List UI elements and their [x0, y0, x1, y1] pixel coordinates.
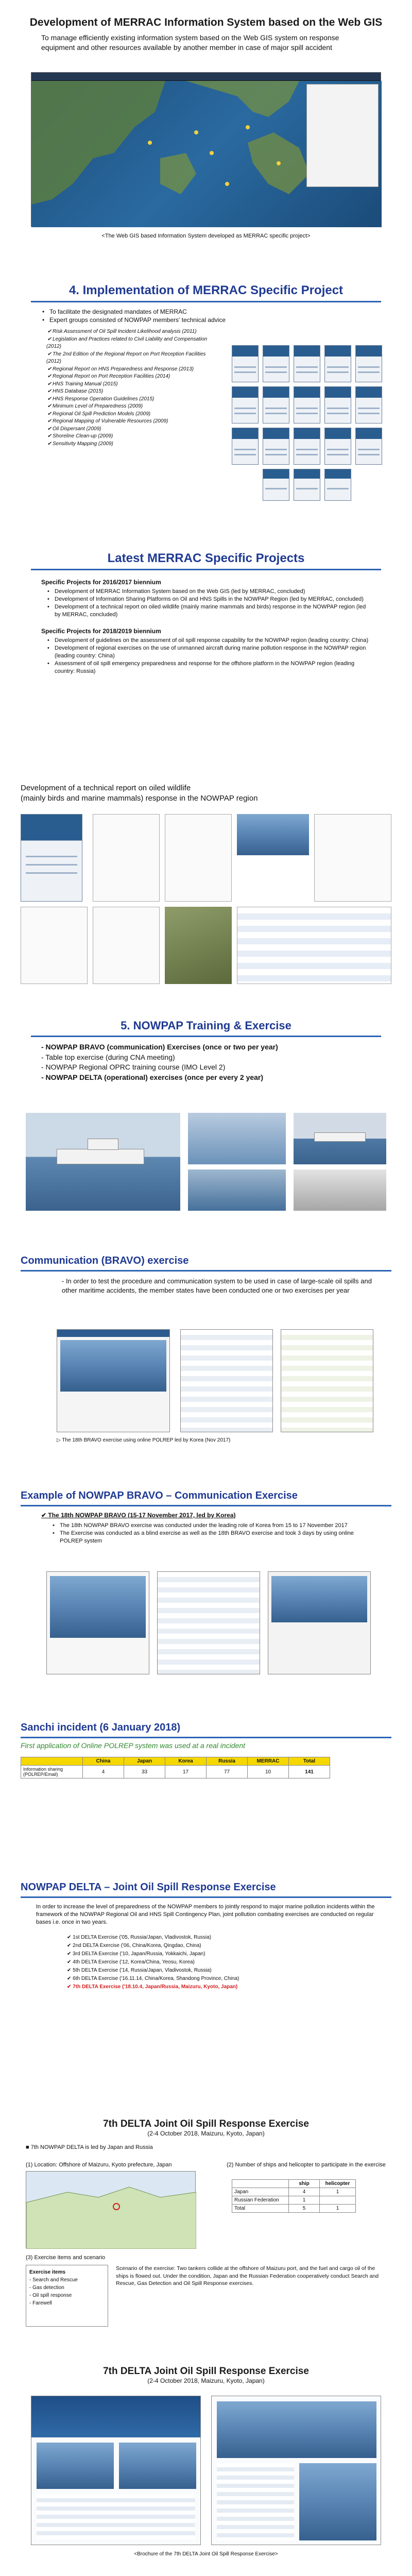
figure-caption: <The Web GIS based Information System developed as MERRAC specific project>	[101, 233, 311, 239]
table-row	[232, 2196, 356, 2205]
list-item: - Table top exercise (during CNA meeting)	[41, 1053, 175, 1061]
table-cell: 1	[320, 2188, 356, 2196]
check-icon: ✔	[47, 388, 52, 395]
table-header-cell: Russia	[207, 1757, 248, 1766]
report-cover	[294, 345, 320, 382]
project-checklist	[46, 328, 221, 448]
check-icon: ✔	[47, 411, 52, 417]
list-item: ✔ HNS Response Operation Guidelines (2015)	[46, 396, 221, 403]
table-cell: 17	[165, 1766, 207, 1778]
list-item: ✔ The 2nd Edition of the Regional Report on Port Reception Facilities (2012)	[46, 351, 206, 365]
list-item: - Farewell	[29, 2300, 52, 2306]
check-icon: ✔	[47, 366, 52, 372]
check-icon: ✔	[47, 433, 52, 439]
check-icon: ✔	[47, 336, 52, 342]
table-header-row	[232, 2180, 356, 2188]
table-header-row	[21, 1757, 330, 1766]
location-map	[26, 2171, 196, 2248]
polrep-screenshot	[180, 1329, 273, 1432]
list-item: - NOWPAP DELTA (operational) exercises (once per every 2 year)	[41, 1073, 264, 1081]
list-item: ✔ 3rd DELTA Exercise ('10, Japan/Russia, Yokkaichi, Japan)	[67, 1951, 205, 1957]
check-icon: ✔	[47, 396, 52, 402]
title-divider	[31, 301, 381, 302]
slide-title: Example of NOWPAP BRAVO – Communication Exercise	[21, 1490, 298, 1501]
table-cell: 1	[289, 2196, 320, 2205]
slide-latest-projects	[10, 541, 402, 757]
figure-caption: <Brochure of the 7th DELTA Joint Oil Spill Response Exercise>	[134, 2551, 278, 2557]
check-icon: ✔	[47, 374, 52, 380]
list-item: - Gas detection	[29, 2285, 64, 2291]
sanchi-table	[21, 1757, 330, 1778]
list-item: • Development of MERRAC Information System based on the Web GIS (led by MERRAC, concluded)	[46, 588, 371, 596]
report-page	[165, 814, 232, 902]
check-icon: ✔	[47, 351, 52, 357]
slide-paragraph: In order to increase the level of preparedness of the NOWPAP members to jointly respond to major marine pollution incidents within the framework of the NOWPAP Regional Oil and HNS Spill Contingency Plan, joint pollution combating exercises are conducted on regular bases i.e. once in two years.	[36, 1904, 375, 1925]
question-label: (1) Location: Offshore of Maizuru, Kyoto prefecture, Japan	[26, 2162, 172, 2168]
slide-title: 5. NOWPAP Training & Exercise	[121, 1019, 291, 1032]
table-header-cell: Japan	[124, 1757, 165, 1766]
check-icon: ✔	[67, 1959, 72, 1965]
report-cover	[355, 428, 382, 465]
list-item: - Oil spill response	[29, 2293, 72, 2298]
list-item: ✔ Minimum Level of Preparedness (2009)	[46, 403, 221, 411]
slide-title: Development of a technical report on oiled wildlife (mainly birds and marine mammals) response in the NOWPAP region	[21, 784, 258, 803]
table-cell: Japan	[232, 2188, 289, 2196]
ship-table	[232, 2179, 356, 2213]
app-header-bar	[31, 73, 381, 81]
slide-paragraph: - In order to test the procedure and communication system to be used in case of large-scale oil spills and other maritime accidents, the member states have been conducted one or two exercises per year	[62, 1277, 372, 1294]
wildlife-photo	[165, 907, 232, 984]
title-divider	[21, 1896, 391, 1898]
table-header-cell: Total	[289, 1757, 330, 1766]
scenario-text: Scenario of the exercise: Two tankers collide at the offshore of Maizuru port, and the fuel and cargo oil of the ships is flowed out. Under the condition, Japan and the Russian Federation cooperatively conduct Search and Rescue, Gas Detection and Oil Spill Response exercises.	[116, 2265, 379, 2287]
bullet-list	[52, 1522, 371, 1545]
exercise-photo	[294, 1113, 386, 1164]
check-icon: ✔	[67, 1984, 72, 1990]
exercise-photo	[188, 1170, 286, 1211]
list-item: • Development of a technical report on oiled wildlife (mainly marine mammals and birds) response in the NOWPAP region (led by MERRAC, concluded)	[46, 603, 371, 619]
lead-text: ■ 7th NOWPAP DELTA is led by Japan and Russia	[26, 2144, 153, 2150]
map-area	[31, 81, 382, 227]
report-cover	[263, 386, 289, 423]
report-cover	[324, 428, 351, 465]
list-item: ✔ 5th DELTA Exercise ('14, Russia/Japan, Vladivostok, Russia)	[67, 1967, 212, 1973]
list-item: ✔ Regional Oil Spill Prediction Models (2009)	[46, 411, 221, 418]
slide-title: 7th DELTA Joint Oil Spill Response Exercise	[103, 2119, 309, 2129]
slide-implementation	[10, 273, 402, 520]
title-divider	[31, 569, 381, 570]
subheading: Specific Projects for 2016/2017 biennium	[41, 579, 161, 586]
delta-list	[67, 1934, 402, 1991]
list-item: • Development of Information Sharing Platforms on Oil and HNS Spills in the NOWPAP Region (led by MERRAC, concluded)	[46, 596, 371, 603]
report-cover	[324, 386, 351, 423]
ship-shape	[57, 1149, 144, 1164]
polrep-screenshot	[281, 1329, 373, 1432]
table-header-cell: Korea	[165, 1757, 207, 1766]
triangle-right-icon: ▷	[57, 1437, 61, 1443]
table-cell: 5	[289, 2205, 320, 2213]
exercise-photo	[26, 1113, 180, 1211]
check-icon: ✔	[47, 381, 52, 387]
report-cover	[263, 428, 289, 465]
slide-subtitle: (2-4 October 2018, Maizuru, Kyoto, Japan)	[147, 2130, 265, 2137]
list-item: Exercise items	[29, 2269, 66, 2275]
table-row	[232, 2205, 356, 2213]
check-icon: ✔	[41, 1512, 47, 1519]
slide-training-exercise	[10, 1010, 402, 1226]
slide-title: Latest MERRAC Specific Projects	[107, 551, 305, 565]
list-item: ✔ HNS Database (2015)	[46, 388, 221, 396]
web-gis-screenshot	[31, 72, 381, 227]
list-item: - Search and Rescue	[29, 2277, 78, 2283]
check-icon: ✔	[67, 1967, 72, 1973]
list-item: ✔ 2nd DELTA Exercise ('06, China/Korea, Qingdao, China)	[67, 1942, 201, 1948]
table-cell: 1	[320, 2205, 356, 2213]
slide-title: 7th DELTA Joint Oil Spill Response Exercise	[103, 2366, 309, 2377]
report-cover	[21, 814, 82, 902]
table-header-cell: China	[83, 1757, 124, 1766]
report-page	[21, 907, 88, 984]
table-cell: 77	[207, 1766, 248, 1778]
slide-paragraph: To manage efficiently existing information system based on the Web GIS system on response equipment and other resources available by another member in case of major spill accident	[41, 33, 339, 52]
report-cover	[324, 469, 351, 501]
report-cover	[294, 469, 320, 501]
table-row	[21, 1766, 330, 1778]
title-divider	[21, 1505, 391, 1506]
list-item: ✔ HNS Training Manual (2015)	[46, 381, 221, 388]
list-item: • The Exercise was conducted as a blind exercise as well as the 18th BRAVO exercise and took 3 days by using online POLREP system	[52, 1530, 371, 1545]
polrep-screenshot	[57, 1329, 170, 1432]
table-header-cell: MERRAC	[248, 1757, 289, 1766]
list-item: ✔ Regional Report on Port Reception Facilities (2014)	[46, 373, 221, 381]
exercise-photo	[294, 1170, 386, 1211]
slide-subtitle: (2-4 October 2018, Maizuru, Kyoto, Japan)	[147, 2377, 265, 2384]
check-icon: ✔	[47, 403, 52, 410]
slide-oiled-wildlife	[10, 778, 402, 989]
list-item: • The 18th NOWPAP BRAVO exercise was conducted under the leading role of Korea from 15 to 17 November 2017	[52, 1522, 371, 1530]
report-cover	[232, 345, 259, 382]
check-icon: ✔	[67, 1951, 72, 1957]
list-item: ✔ Regional Mapping of Vulnerable Resources (2009)	[46, 418, 221, 426]
slide-title: NOWPAP DELTA – Joint Oil Spill Response Exercise	[21, 1882, 276, 1893]
check-icon: ✔	[47, 418, 52, 425]
side-panel	[306, 84, 379, 187]
ship-shape	[314, 1132, 366, 1142]
slide-delta-exercise	[10, 1875, 402, 2092]
check-icon: ✔	[47, 440, 52, 447]
report-cover	[232, 428, 259, 465]
bullet-list	[46, 588, 371, 618]
exercise-items-box	[26, 2265, 108, 2327]
check-icon: ✔	[47, 329, 52, 335]
wildlife-photo	[237, 814, 309, 855]
report-cover	[263, 345, 289, 382]
list-item: • Development of guidelines on the assessment of oil spill response capability for the NOWPAP region (leading country: China)	[46, 637, 371, 645]
list-item: ✔ Legislation and Practices related to Civil Liability and Compensation (2012)	[46, 336, 208, 350]
brochure-page	[211, 2396, 381, 2545]
exercise-screenshot	[268, 1571, 371, 1674]
table-cell: Total	[232, 2205, 289, 2213]
list-item: ✔ Risk Assessment of Oil Spill Incident Likelihood analysis (2011)	[46, 328, 221, 336]
slide-title: Communication (BRAVO) exercise	[21, 1255, 189, 1266]
list-item: ✔ 4th DELTA Exercise ('12, Korea/China, Yeosu, Korea)	[67, 1959, 195, 1965]
figure-caption: ▷ The 18th BRAVO exercise using online POLREP led by Korea (Nov 2017)	[57, 1437, 231, 1443]
list-item: • To facilitate the designated mandates of MERRAC	[41, 308, 371, 316]
list-item: ✔ Sensitivity Mapping (2009)	[46, 440, 221, 448]
table-row-label: Information sharing (POLREP/Email)	[21, 1766, 83, 1778]
title-divider	[21, 1737, 391, 1738]
report-page	[93, 814, 160, 902]
report-cover	[294, 386, 320, 423]
table-cell: 141	[289, 1766, 330, 1778]
list-item: ✔ Oil Dispersant (2009)	[46, 426, 221, 433]
table-header-cell	[21, 1757, 83, 1766]
list-item: ✔ 6th DELTA Exercise ('16.11.14, China/Korea, Shandong Province, China)	[67, 1975, 239, 1981]
report-page	[314, 814, 391, 902]
table-cell: 10	[248, 1766, 289, 1778]
list-item: • Development of regional exercises on the use of unmanned aircraft during marine pollution response in the NOWPAP region (leading country: China)	[46, 645, 371, 660]
list-item: ✔ Regional Report on HNS Preparedness and Response (2013)	[46, 366, 221, 374]
report-table	[237, 907, 391, 984]
table-header-cell: ship	[289, 2180, 320, 2188]
check-icon: ✔	[67, 1942, 72, 1948]
list-item: - NOWPAP Regional OPRC training course (IMO Level 2)	[41, 1063, 226, 1072]
list-item: ✔ 7th DELTA Exercise ('18.10.4, Japan/Russia, Maizuru, Kyoto, Japan)	[67, 1984, 238, 1990]
slide-bravo-exercise	[10, 1247, 402, 1463]
title-divider	[31, 1036, 381, 1037]
report-cover	[355, 386, 382, 423]
item-list	[41, 1042, 402, 1082]
question-label: (3) Exercise items and scenario	[26, 2255, 106, 2261]
report-cover	[294, 428, 320, 465]
bullet-list	[41, 308, 371, 324]
question-label: (2) Number of ships and helicopter to participate in the exercise	[227, 2162, 386, 2168]
exercise-photo	[188, 1113, 286, 1164]
ship-shape	[88, 1139, 118, 1150]
slide-7th-delta-details	[10, 2112, 402, 2339]
table-cell: Russian Federation	[232, 2196, 289, 2205]
table-header-cell: helicopter	[320, 2180, 356, 2188]
subheading: Specific Projects for 2018/2019 biennium	[41, 628, 161, 635]
check-icon: ✔	[47, 426, 52, 432]
report-cover	[355, 345, 382, 382]
bullet-list	[46, 637, 371, 675]
check-icon: ✔	[67, 1934, 72, 1940]
exercise-screenshot	[157, 1571, 260, 1674]
list-item: ✔ 1st DELTA Exercise ('05, Russia/Japan, Vladivostok, Russia)	[67, 1934, 212, 1940]
report-page	[93, 907, 160, 984]
slide-bravo-example	[10, 1484, 402, 1695]
report-cover	[263, 469, 289, 501]
slide-title: 4. Implementation of MERRAC Specific Project	[68, 283, 344, 297]
exercise-screenshot	[46, 1571, 149, 1674]
report-cover	[232, 386, 259, 423]
title-divider	[21, 1270, 391, 1272]
table-row	[232, 2188, 356, 2196]
slide-title: Development of MERRAC Information System based on the Web GIS	[29, 16, 383, 28]
check-icon: ✔	[67, 1975, 72, 1981]
table-cell	[320, 2196, 356, 2205]
report-covers-grid	[232, 345, 386, 505]
list-item: • Expert groups consisted of NOWPAP members' technical advice	[41, 316, 371, 324]
table-cell: 33	[124, 1766, 165, 1778]
slide-7th-delta-brochure	[10, 2360, 402, 2571]
table-cell: 4	[83, 1766, 124, 1778]
list-item: • Assessment of oil spill emergency preparedness and response for the offshore platform in the NOWPAP region (leading country: Russia)	[46, 660, 371, 675]
list-item: ✔ Shoreline Clean-up (2009)	[46, 433, 221, 440]
brochure-page	[31, 2396, 201, 2545]
subtitle: First application of Online POLREP system was used at a real incident	[21, 1741, 246, 1750]
slide-web-gis	[10, 10, 402, 252]
list-item: - NOWPAP BRAVO (communication) Exercises (once or two per year)	[41, 1043, 278, 1051]
table-cell: 4	[289, 2188, 320, 2196]
checked-heading: ✔ The 18th NOWPAP BRAVO (15-17 November 2017, led by Korea)	[41, 1512, 236, 1519]
table-header-cell	[232, 2180, 289, 2188]
slide-title: Sanchi incident (6 January 2018)	[21, 1722, 181, 1733]
report-cover	[324, 345, 351, 382]
slide-sanchi-incident	[10, 1716, 402, 1855]
